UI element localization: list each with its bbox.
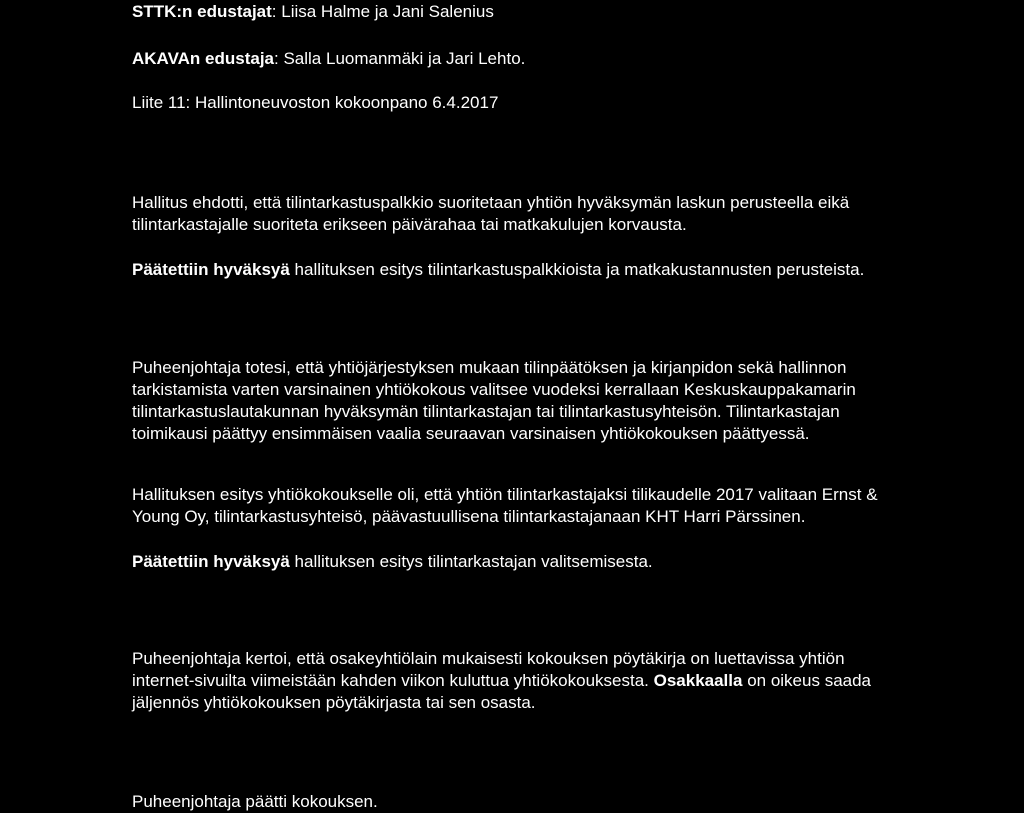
appendix-line: Liite 11: Hallintoneuvoston kokoonpano 6.4.2017 — [132, 93, 499, 112]
sttk-names: : Liisa Halme ja Jani Salenius — [271, 2, 494, 21]
akava-representatives-line — [132, 48, 1022, 70]
audit-fee-decision — [132, 259, 1022, 281]
auditor-rules-line-1: Puheenjohtaja totesi, että yhtiöjärjestyksen mukaan tilinpäätöksen ja kirjanpidon sekä hallinnon — [132, 358, 847, 377]
auditor-rules-line-4: toimikausi päättyy ensimmäisen vaalia seuraavan varsinaisen yhtiökokouksen päättyessä. — [132, 424, 810, 443]
auditor-rules-line-3: tilintarkastuslautakunnan hyväksymän tilintarkastajan tai tilintarkastusyhteisön. Tilintarkastajan — [132, 402, 840, 421]
closing-line: Puheenjohtaja päätti kokouksen. — [132, 792, 378, 811]
minutes-line-2 — [132, 670, 1022, 692]
sttk-label: STTK:n edustajat — [132, 2, 272, 21]
sttk-representatives-line — [132, 1, 1022, 23]
auditor-proposal-paragraph — [132, 484, 1022, 528]
decision-rest-text: hallituksen esitys tilintarkastuspalkkioista ja matkakustannusten perusteista. — [289, 260, 865, 279]
minutes-line-2-end: on oikeus saada — [742, 671, 872, 690]
audit-fee-line-2: tilintarkastajalle suoriteta erikseen päivärahaa tai matkakulujen korvausta. — [132, 215, 687, 234]
minutes-line-1: Puheenjohtaja kertoi, että osakeyhtiölain mukaisesti kokouksen pöytäkirja on luettavissa yhtiön — [132, 649, 845, 668]
auditor-proposal-line-1: Hallituksen esitys yhtiökokoukselle oli, että yhtiön tilintarkastajaksi tilikaudelle 2017 valitaan Ernst & — [132, 485, 878, 504]
audit-fee-paragraph — [132, 192, 1022, 236]
decision-bold-text: Päätettiin hyväksyä — [132, 260, 290, 279]
auditor-rules-line-2: tarkistamista varten varsinainen yhtiökokous valitsee vuodeksi kerrallaan Keskuskauppakamarin — [132, 380, 856, 399]
auditor-proposal-line-2: Young Oy, tilintarkastusyhteisö, päävastuullisena tilintarkastajanaan KHT Harri Pärssinen. — [132, 507, 806, 526]
minutes-line-3: jäljennös yhtiökokouksen pöytäkirjasta tai sen osasta. — [132, 693, 536, 712]
akava-names: : Salla Luomanmäki ja Jari Lehto. — [274, 49, 526, 68]
shareholder-bold-text: Osakkaalla — [653, 671, 743, 690]
decision-rest-text: hallituksen esitys tilintarkastajan valitsemisesta. — [289, 552, 653, 571]
minutes-line-2-start: internet-sivuilta viimeistään kahden viikon kuluttua yhtiökokouksesta. — [132, 671, 654, 690]
akava-label: AKAVAn edustaja — [132, 49, 275, 68]
audit-fee-line-1: Hallitus ehdotti, että tilintarkastuspalkkio suoritetaan yhtiön hyväksymän laskun perusteella eikä — [132, 193, 850, 212]
minutes-paragraph — [132, 648, 1022, 714]
decision-bold-text: Päätettiin hyväksyä — [132, 552, 290, 571]
auditor-decision — [132, 551, 1022, 573]
auditor-rules-paragraph — [132, 357, 1022, 445]
